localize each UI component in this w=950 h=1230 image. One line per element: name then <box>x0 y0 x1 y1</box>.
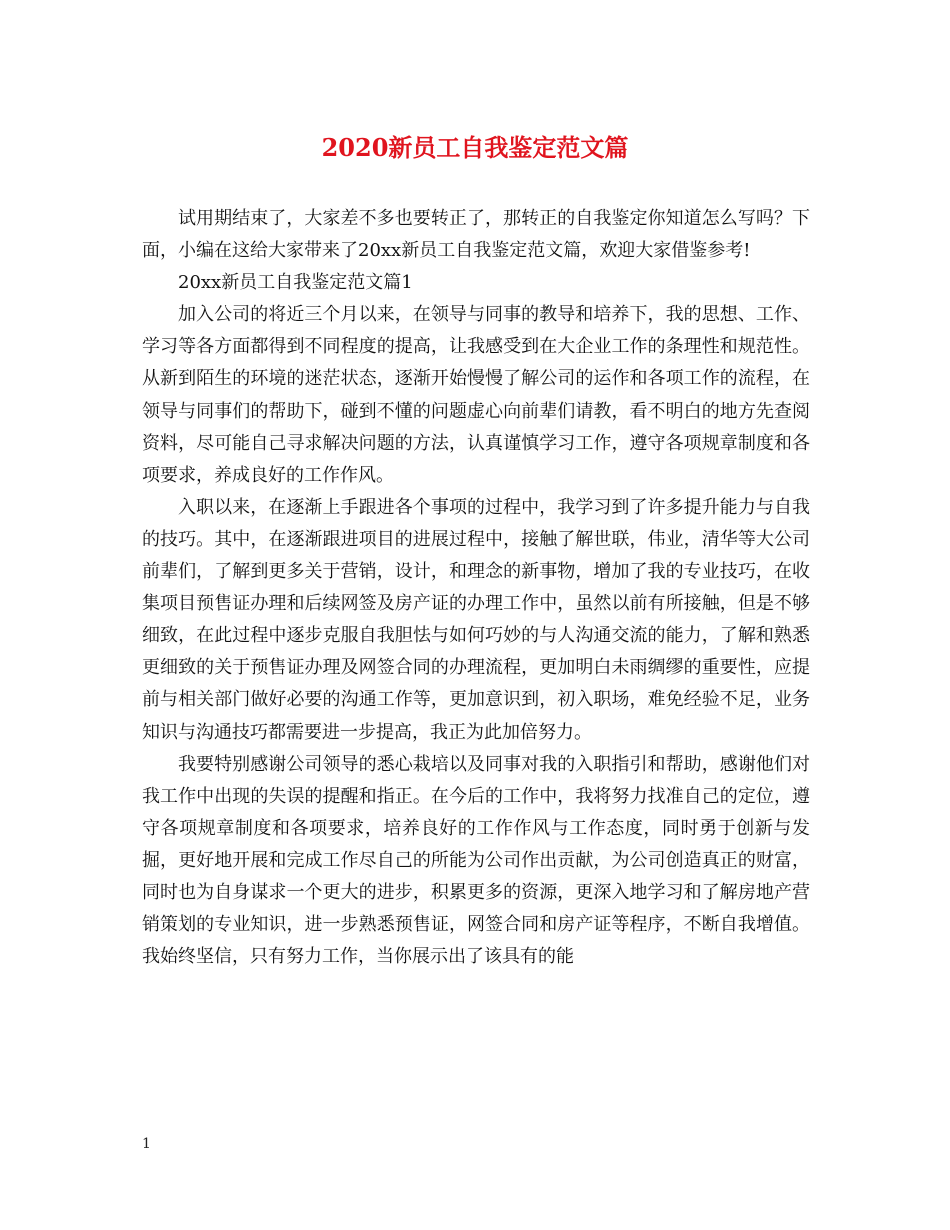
body-paragraph-3: 我要特别感谢公司领导的悉心栽培以及同事对我的入职指引和帮助，感谢他们对我工作中出现的失误的提醒和指正。在今后的工作中，我将努力找准自己的定位，遵守各项规章制度和各项要求，培养良好的工作作风与工作态度，同时勇于创新与发掘，更好地开展和完成工作尽自己的所能为公司作出贡献，为公司创造真正的财富，同时也为自身谋求一个更大的进步，积累更多的资源，更深入地学习和了解房地产营销策划的专业知识，进一步熟悉预售证，网签合同和房产证等程序，不断自我增值。我始终坚信，只有努力工作，当你展示出了该具有的能 <box>142 753 810 968</box>
intro-paragraph: 试用期结束了，大家差不多也要转正了，那转正的自我鉴定你知道怎么写吗？下面，小编在这给大家带来了20xx新员工自我鉴定范文篇，欢迎大家借鉴参考! <box>142 208 810 262</box>
body-paragraph-2: 入职以来，在逐渐上手跟进各个事项的过程中，我学习到了许多提升能力与自我的技巧。其中，在逐渐跟进项目的进展过程中，接触了解世联，伟业，清华等大公司前辈们，了解到更多关于营销，设计，和理念的新事物，增加了我的专业技巧，在收集项目预售证办理和后续网签及房产证的办理工作中，虽然以前有所接触，但是不够细致，在此过程中逐步克服自我胆怯与如何巧妙的与人沟通交流的能力，了解和熟悉更细致的关于预售证办理及网签合同的办理流程，更加明白未雨绸缪的重要性，应提前与相关部门做好必要的沟通工作等，更加意识到，初入职场，难免经验不足，业务知识与沟通技巧都需要进一步提高，我正为此加倍努力。 <box>142 496 810 743</box>
document-title: 2020新员工自我鉴定范文篇 <box>321 133 629 162</box>
document-body <box>142 203 810 973</box>
page-number: 1 <box>142 1136 151 1152</box>
section-heading: 20xx新员工自我鉴定范文篇1 <box>178 272 413 294</box>
body-paragraph-1: 加入公司的将近三个月以来，在领导与同事的教导和培养下，我的思想、工作、学习等各方面都得到不同程度的提高，让我感受到在大企业工作的条理性和规范性。从新到陌生的环境的迷茫状态，逐渐开始慢慢了解公司的运作和各项工作的流程，在领导与同事们的帮助下，碰到不懂的问题虚心向前辈们请教，看不明白的地方先查阅资料，尽可能自己寻求解决问题的方法，认真谨慎学习工作，遵守各项规章制度和各项要求，养成良好的工作作风。 <box>142 304 810 486</box>
